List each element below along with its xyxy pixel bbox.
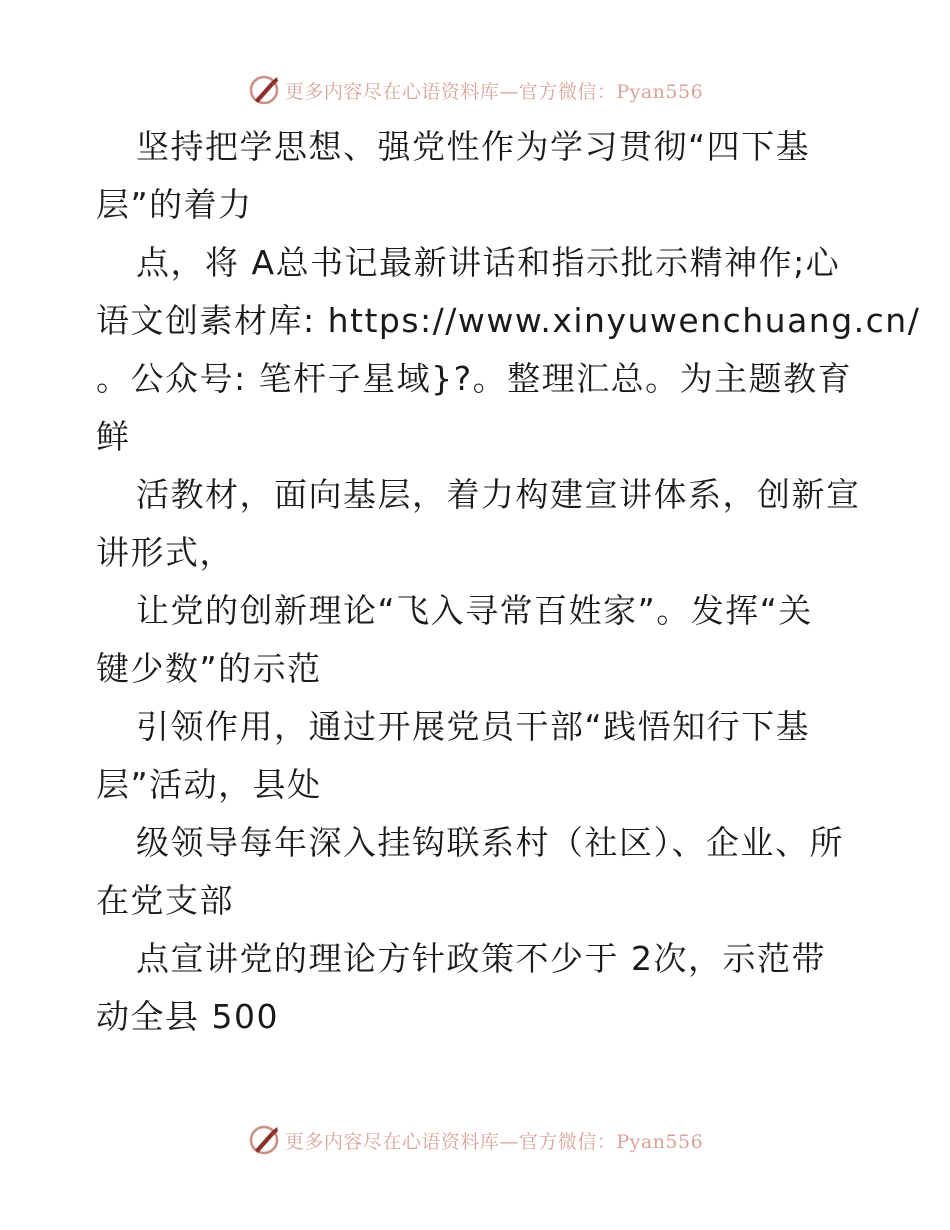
text-line: 活教材，面向基层，着力构建宣讲体系，创新宣 <box>136 475 861 514</box>
pen-nib-logo-icon <box>247 1123 281 1157</box>
text-line: 让党的创新理论“飞入寻常百姓家”。发挥“关 <box>136 591 813 630</box>
text-line: 讲形式， <box>96 533 234 572</box>
footer-watermark <box>0 1120 950 1160</box>
text-line: 坚持把学思想、强党性作为学习贯彻“四下基 <box>136 127 811 166</box>
pen-nib-logo-icon <box>247 73 281 107</box>
text-line: 级领导每年深入挂钩联系村（社区）、企业、所 <box>136 823 844 862</box>
text-line: 键少数”的示范 <box>96 649 322 688</box>
document-body <box>96 118 921 1046</box>
watermark-text: 更多内容尽在心语资料库—官方微信：Pyan556 <box>284 1130 704 1153</box>
text-line: 在党支部 <box>96 881 234 920</box>
text-line: 引领作用，通过开展党员干部“践悟知行下基 <box>136 707 811 746</box>
header-watermark <box>0 70 950 110</box>
text-line: 点，将 A总书记最新讲话和指示批示精神作;心 <box>136 243 841 282</box>
text-line: 动全县 500 <box>96 997 279 1036</box>
text-line: 鲜 <box>96 417 131 456</box>
text-line: 语文创素材库: https://www.xinyuwenchuang.cn/ <box>96 301 921 340</box>
watermark-text: 更多内容尽在心语资料库—官方微信：Pyan556 <box>284 80 704 103</box>
text-line: 点宣讲党的理论方针政策不少于 2次，示范带 <box>136 939 826 978</box>
text-line: 。公众号: 笔杆子星域}?。整理汇总。为主题教育 <box>96 359 853 398</box>
text-line: 层”的着力 <box>96 185 253 224</box>
text-line: 层”活动，县处 <box>96 765 322 804</box>
